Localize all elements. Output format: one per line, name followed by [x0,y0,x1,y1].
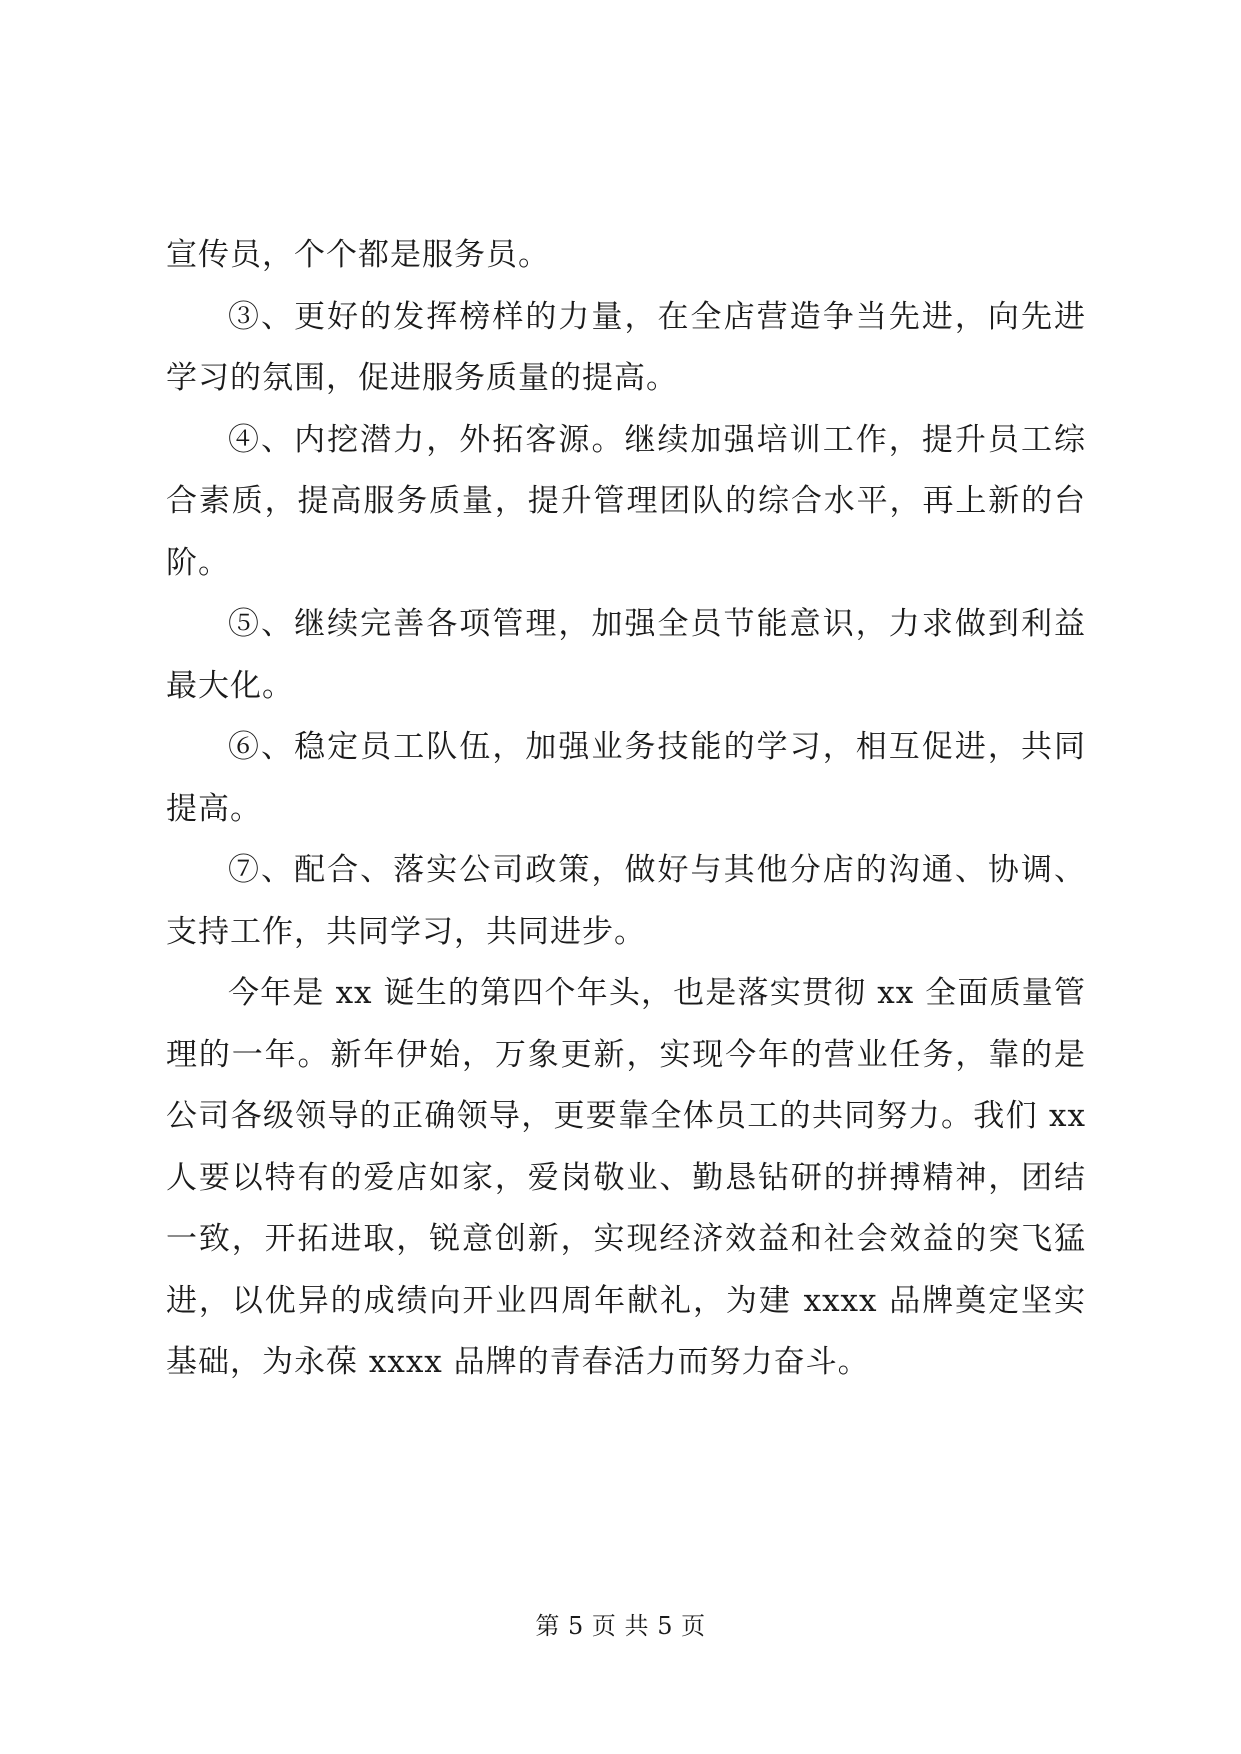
paragraph-5: ⑥、稳定员工队伍，加强业务技能的学习，相互促进，共同提高。 [166,729,1086,827]
page-number-label: 第 5 页 共 5 页 [535,1612,706,1640]
paragraph-2: ③、更好的发挥榜样的力量，在全店营造争当先进，向先进学习的氛围，促进服务质量的提高。 [166,298,1086,396]
paragraph-3: ④、内挖潜力，外拓客源。继续加强培训工作，提升员工综合素质，提高服务质量，提升管理团队的综合水平，再上新的台阶。 [166,421,1086,581]
paragraph-4: ⑤、继续完善各项管理，加强全员节能意识，力求做到利益最大化。 [166,606,1086,704]
paragraph-7: 今年是 xx 诞生的第四个年头，也是落实贯彻 xx 全面质量管理的一年。新年伊始，万象更新，实现今年的营业任务，靠的是公司各级领导的正确领导，更要靠全体员工的共同努力。我们 xx 人要以特有的爱店如家，爱岗敬业、勤恳钻研的拼搏精神，团结一致，开拓进取，锐意创新，实现经济效益和社会效益的突飞猛进，以优异的成绩向开业四周年献礼，为建 xxxx 品牌奠定坚实基础，为永葆 xxxx 品牌的青春活力而努力奋斗。 [166,975,1086,1380]
document-body [166,225,1086,1394]
page-footer [0,1610,1241,1642]
paragraph-1: 宣传员，个个都是服务员。 [166,237,550,273]
paragraph-6: ⑦、配合、落实公司政策，做好与其他分店的沟通、协调、支持工作，共同学习，共同进步。 [166,852,1086,950]
